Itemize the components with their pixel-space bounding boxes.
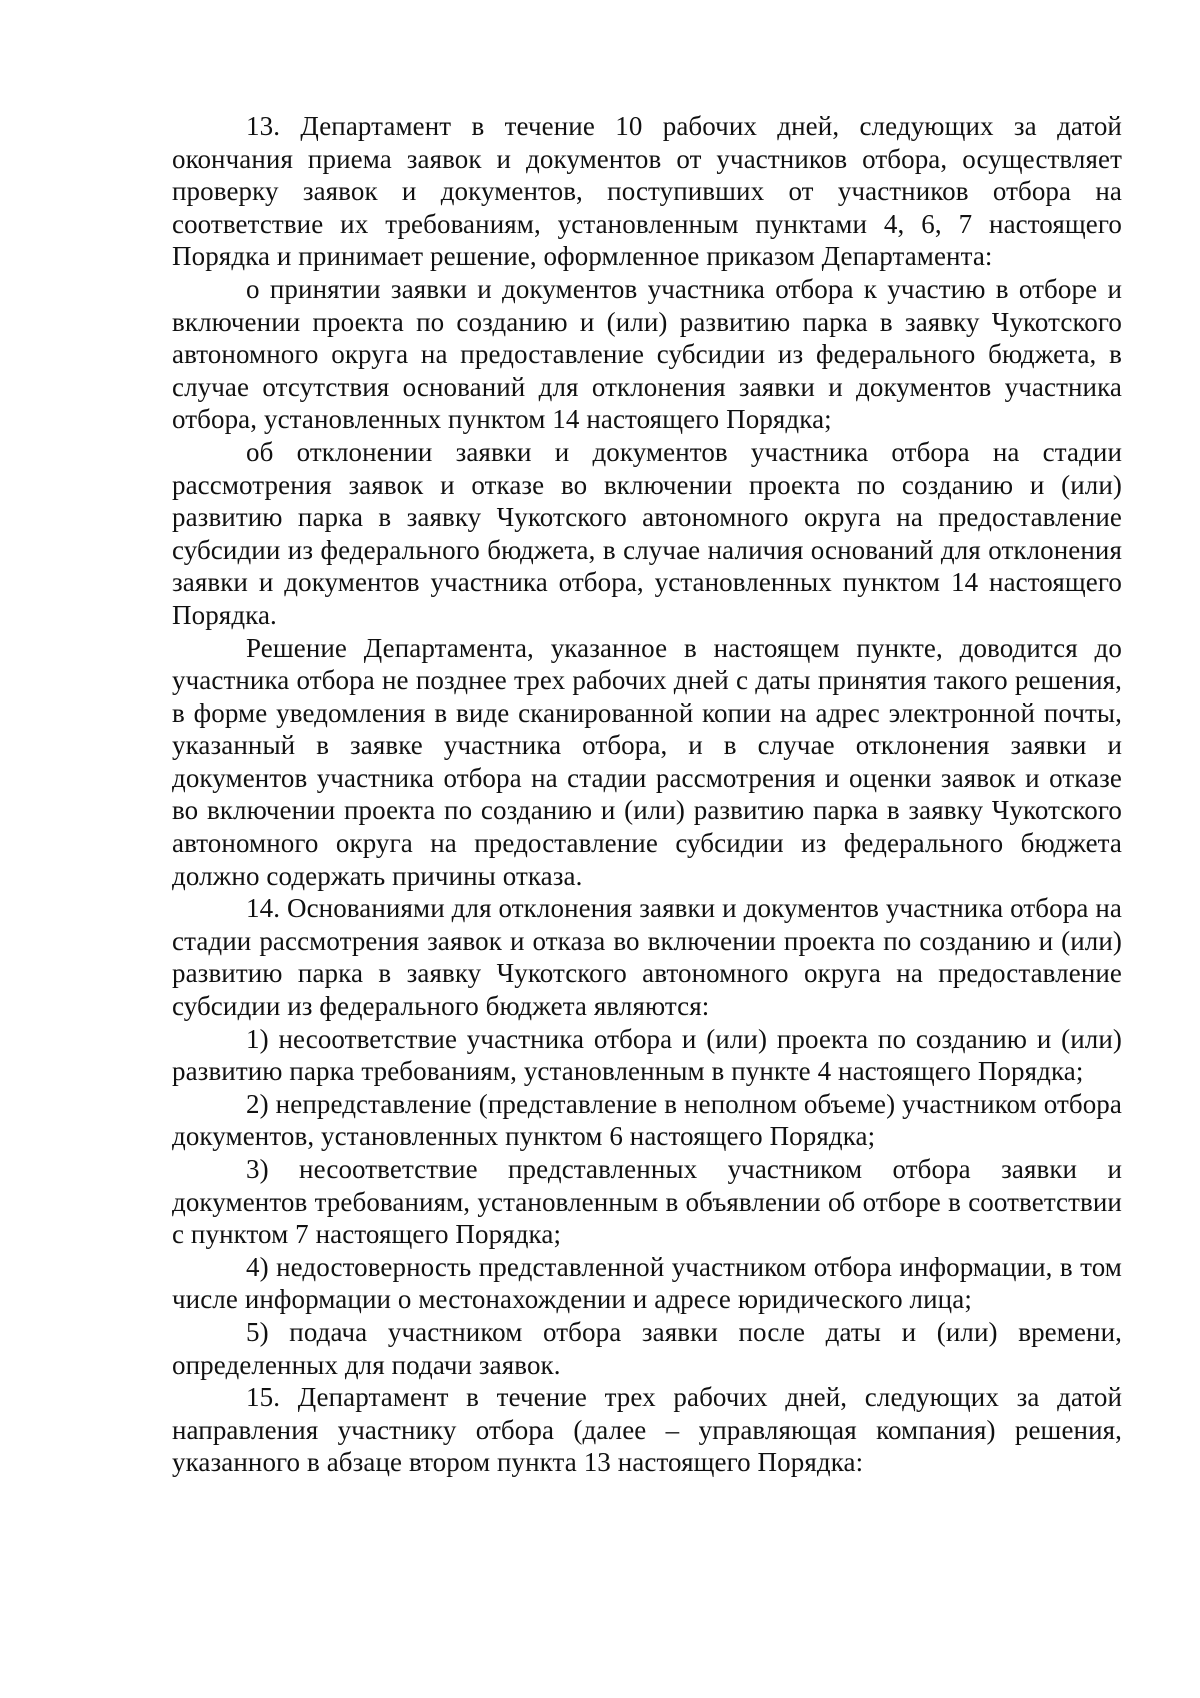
paragraph-14-item-2: 2) непредставление (представление в неполном объеме) участником отбора документов, установленных пунктом 6 настоящего Порядка; xyxy=(172,1088,1122,1152)
paragraph-13-accept: о принятии заявки и документов участника отбора к участию в отборе и включении проекта по созданию и (или) развитию парка в заявку Чукотского автономного округа на предоставление субсидии из федерального бюджета, в случае отсутствия оснований для отклонения заявки и документов участника отбора, установленных пунктом 14 настоящего Порядка; xyxy=(172,273,1122,435)
paragraph-14-item-3: 3) несоответствие представленных участником отбора заявки и документов требованиям, установленным в объявлении об отборе в соответствии с пунктом 7 настоящего Порядка; xyxy=(172,1154,1122,1250)
paragraph-14-item-1: 1) несоответствие участника отбора и (или) проекта по созданию и (или) развитию парка требованиям, установленным в пункте 4 настоящего Порядка; xyxy=(172,1023,1122,1087)
paragraph-13: 13. Департамент в течение 10 рабочих дней, следующих за датой окончания приема заявок и документов от участников отбора, осуществляет проверку заявок и документов, поступивших от участников отбора на соответствие их требованиям, установленным пунктами 4, 6, 7 настоящего Порядка и принимает решение, оформленное приказом Департамента: xyxy=(172,111,1122,272)
paragraph-14-item-4: 4) недостоверность представленной участником отбора информации, в том числе информации о местонахождении и адресе юридического лица; xyxy=(172,1251,1122,1315)
paragraph-13-reject: об отклонении заявки и документов участника отбора на стадии рассмотрения заявок и отказе во включении проекта по созданию и (или) развитию парка в заявку Чукотского автономного округа на предоставление субсидии из федерального бюджета, в случае наличия оснований для отклонения заявки и документов участника отбора, установленных пунктом 14 настоящего Порядка. xyxy=(172,436,1122,630)
paragraph-13-decision: Решение Департамента, указанное в настоящем пункте, доводится до участника отбора не позднее трех рабочих дней с даты принятия такого решения, в форме уведомления в виде сканированной копии на адрес электронной почты, указанный в заявке участника отбора, и в случае отклонения заявки и документов участника отбора на стадии рассмотрения и оценки заявок и отказе во включении проекта по созданию и (или) развитию парка в заявку Чукотского автономного округа на предоставление субсидии из федерального бюджета должно содержать причины отказа. xyxy=(172,632,1122,891)
paragraph-14: 14. Основаниями для отклонения заявки и документов участника отбора на стадии рассмотрения заявок и отказа во включении проекта по созданию и (или) развитию парка в заявку Чукотского автономного округа на предоставление субсидии из федерального бюджета являются: xyxy=(172,893,1122,1022)
paragraph-14-item-5: 5) подача участником отбора заявки после даты и (или) времени, определенных для подачи заявок. xyxy=(172,1316,1122,1380)
document-page xyxy=(172,110,1122,1479)
paragraph-15: 15. Департамент в течение трех рабочих дней, следующих за датой направления участнику отбора (далее – управляющая компания) решения, указанного в абзаце втором пункта 13 настоящего Порядка: xyxy=(172,1382,1122,1478)
